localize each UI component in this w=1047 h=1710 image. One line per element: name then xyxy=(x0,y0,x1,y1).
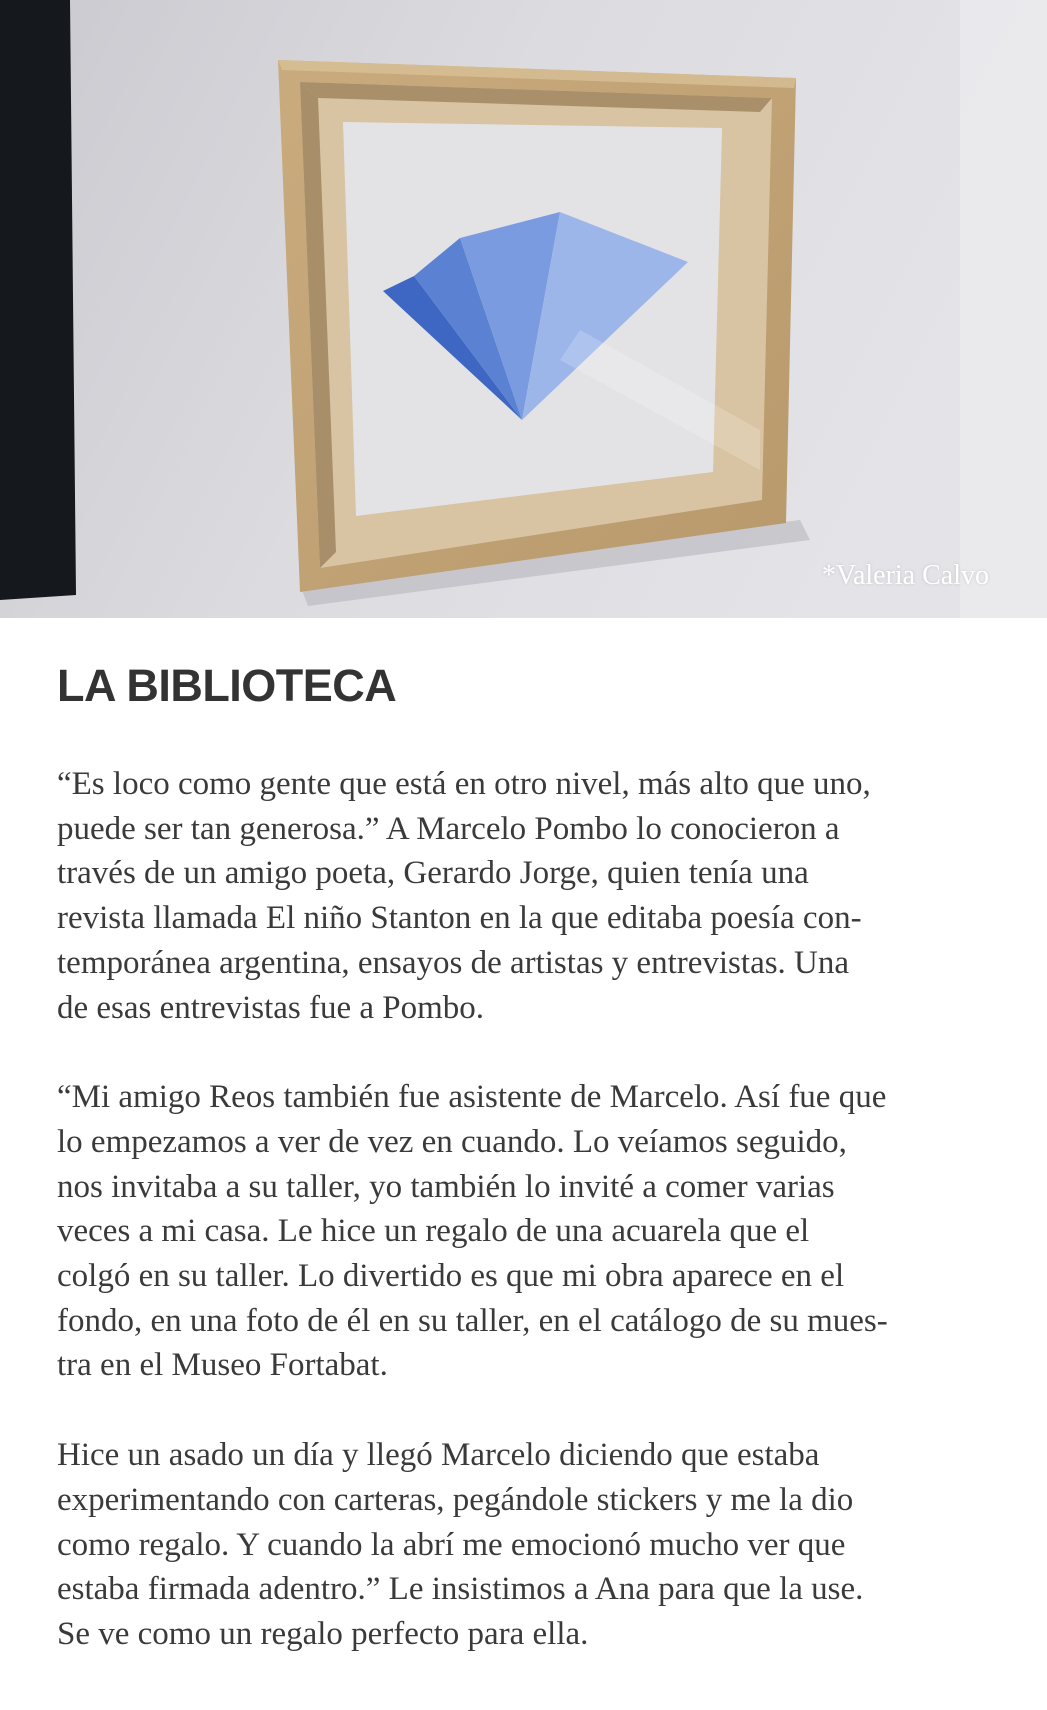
text-line: “Es loco como gente que está en otro nivel, más alto que uno, xyxy=(57,766,871,802)
framed-artwork-illustration xyxy=(0,0,1047,618)
text-line: de esas entrevistas fue a Pombo. xyxy=(57,989,485,1026)
text-line: “Mi amigo Reos también fue asistente de Marcelo. Así fue que xyxy=(57,1079,887,1116)
article xyxy=(57,660,1007,1702)
hero-photo xyxy=(0,0,1047,618)
text-line: nos invitaba a su taller, yo también lo invité a comer varias xyxy=(57,1168,835,1205)
text-line: temporánea argentina, ensayos de artistas y entrevistas. Una xyxy=(57,944,850,981)
text-line: veces a mi casa. Le hice un regalo de una acuarela que el xyxy=(57,1213,810,1250)
text-line: puede ser tan generosa.” A Marcelo Pombo lo conocieron a xyxy=(57,810,840,847)
paragraph-2 xyxy=(57,1075,1007,1388)
text-line: Hice un asado un día y llegó Marcelo diciendo que estaba xyxy=(57,1437,820,1474)
text-line: Se ve como un regalo perfecto para ella. xyxy=(57,1615,589,1652)
text-line: través de un amigo poeta, Gerardo Jorge, quien tenía una xyxy=(57,855,809,892)
photo-credit: *Valeria Calvo xyxy=(821,560,989,591)
text-line: lo empezamos a ver de vez en cuando. Lo veíamos seguido, xyxy=(57,1123,847,1160)
text-line: revista llamada El niño Stanton en la que editaba poesía con- xyxy=(57,900,862,937)
text-line: tra en el Museo Fortabat. xyxy=(57,1347,388,1384)
text-line: estaba firmada adentro.” Le insistimos a Ana para que la use. xyxy=(57,1571,864,1608)
paragraph-1 xyxy=(57,762,1007,1030)
text-line: como regalo. Y cuando la abrí me emocionó mucho ver que xyxy=(57,1526,846,1563)
paragraph-3 xyxy=(57,1433,1007,1657)
text-line: colgó en su taller. Lo divertido es que mi obra aparece en el xyxy=(57,1258,845,1295)
text-line: fondo, en una foto de él en su taller, en el catálogo de su mues- xyxy=(57,1302,888,1339)
text-line: experimentando con carteras, pegándole stickers y me la dio xyxy=(57,1481,854,1518)
article-title: LA BIBLIOTECA xyxy=(57,660,397,711)
